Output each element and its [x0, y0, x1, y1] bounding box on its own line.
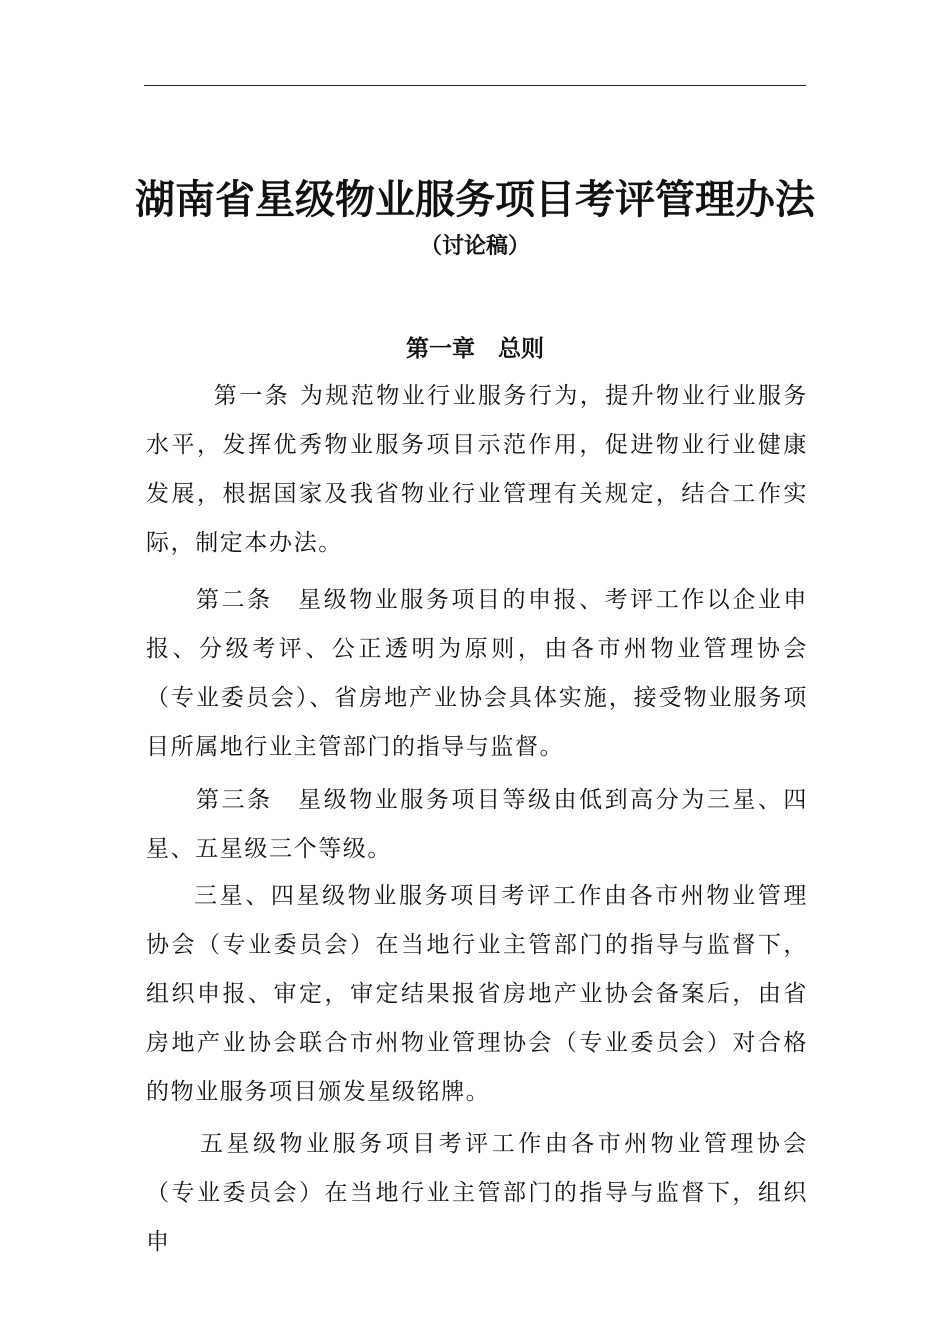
article-text: 星级物业服务项目等级由低到高分为三星、四星、五星级三个等级。 [146, 787, 808, 862]
article-label: 第三条 [196, 787, 299, 813]
document-subtitle: （讨论稿） [419, 234, 530, 259]
article-label: 第一条 [204, 383, 300, 409]
article-text: 三星、四星级物业服务项目考评工作由各市州物业管理协会（专业委员会）在当地行业主管部门的指导与监督下，组织申报、审定，审定结果报省房地产业协会备案后，由省房地产业协会联合市州物业管理协会（专业委员会）对合格的物业服务项目颁发星级铭牌。 [146, 883, 808, 1105]
chapter-heading: 第一章 总则 [406, 336, 544, 362]
article-3-subparagraph-1 [146, 872, 808, 1117]
article-2-paragraph [146, 576, 808, 772]
article-3-paragraph [146, 776, 808, 874]
header-rule [144, 85, 806, 86]
article-1-paragraph [146, 372, 808, 568]
article-text: 五星级物业服务项目考评工作由各市州物业管理协会（专业委员会）在当地行业主管部门的指导与监督下，组织申 [146, 1131, 808, 1255]
article-label: 第二条 [196, 587, 299, 613]
document-title: 湖南省星级物业服务项目考评管理办法 [135, 177, 815, 223]
article-text: 星级物业服务项目的申报、考评工作以企业申报、分级考评、公正透明为原则，由各市州物业管理协会（专业委员会）、省房地产业协会具体实施，接受物业服务项目所属地行业主管部门的指导与监督。 [146, 587, 808, 760]
article-3-subparagraph-2 [146, 1120, 808, 1267]
article-text: 为规范物业行业服务行为，提升物业行业服务水平，发挥优秀物业服务项目示范作用，促进物业行业健康发展，根据国家及我省物业行业管理有关规定，结合工作实际，制定本办法。 [146, 383, 809, 556]
